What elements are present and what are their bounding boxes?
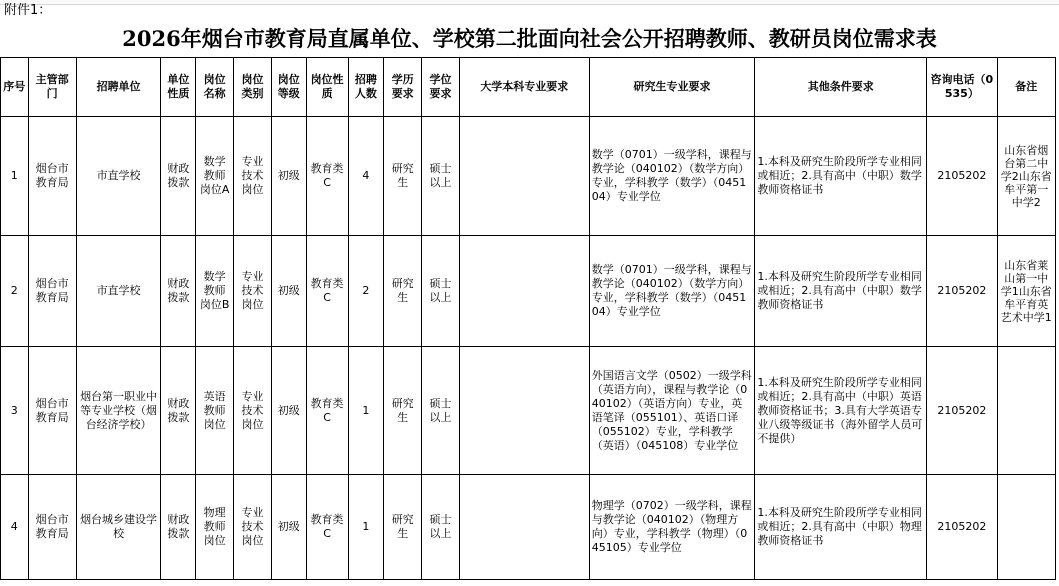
cell-category: 专业技术岗位 xyxy=(234,117,272,236)
cell-unit-type: 财政拨款 xyxy=(161,236,196,347)
cell-no: 1 xyxy=(1,117,29,236)
cell-grad: 数学（0701）一级学科，课程与教学论（040102）（数学方向）专业，学科教学（数学）（045104）专业学位 xyxy=(589,236,755,347)
cell-other: 1.本科及研究生阶段所学专业相同或相近；2.具有高中（中职）数学教师资格证书 xyxy=(755,117,927,236)
cell-nature: 教育类C xyxy=(306,236,348,347)
cell-degree: 硕士以上 xyxy=(422,347,460,475)
cell-dept: 烟台市教育局 xyxy=(28,347,76,475)
col-header: 招聘人数 xyxy=(348,58,384,117)
cell-level: 初级 xyxy=(271,117,306,236)
table-header-row xyxy=(1,58,1056,117)
cell-grad: 物理学（0702）一级学科，课程与教学论（040102）（物理方向）专业，学科教学（物理）（045105）专业学位 xyxy=(589,475,755,580)
cell-unit-type: 财政拨款 xyxy=(161,117,196,236)
cell-category: 专业技术岗位 xyxy=(234,347,272,475)
cell-unit: 烟台城乡建设学校 xyxy=(76,475,161,580)
cell-category: 专业技术岗位 xyxy=(234,236,272,347)
cell-bachelor xyxy=(459,347,589,475)
cell-count: 1 xyxy=(348,347,384,475)
col-header: 备注 xyxy=(997,58,1055,117)
cell-phone: 2105202 xyxy=(927,117,998,236)
cell-post: 数学教师岗位A xyxy=(196,117,234,236)
cell-count: 1 xyxy=(348,475,384,580)
cell-unit-type: 财政拨款 xyxy=(161,475,196,580)
job-requirements-table xyxy=(0,57,1056,580)
cell-edu: 研究生 xyxy=(384,475,422,580)
col-header: 研究生专业要求 xyxy=(589,58,755,117)
cell-unit-type: 财政拨款 xyxy=(161,347,196,475)
cell-bachelor xyxy=(459,475,589,580)
col-header: 岗位类别 xyxy=(234,58,272,117)
sheet-grid-strip xyxy=(0,0,1059,5)
attachment-label: 附件1： xyxy=(4,3,52,18)
cell-count: 4 xyxy=(348,117,384,236)
cell-bachelor xyxy=(459,117,589,236)
cell-remark xyxy=(997,475,1055,580)
cell-edu: 研究生 xyxy=(384,236,422,347)
cell-other: 1.本科及研究生阶段所学专业相同或相近；2.具有高中（中职）物理教师资格证书 xyxy=(755,475,927,580)
cell-dept: 烟台市教育局 xyxy=(28,236,76,347)
cell-grad: 数学（0701）一级学科，课程与教学论（040102）（数学方向）专业，学科教学（数学）（045104）专业学位 xyxy=(589,117,755,236)
cell-remark xyxy=(997,347,1055,475)
col-header: 大学本科专业要求 xyxy=(459,58,589,117)
cell-phone: 2105202 xyxy=(927,475,998,580)
col-header: 单位性质 xyxy=(161,58,196,117)
cell-degree: 硕士以上 xyxy=(422,236,460,347)
table-row xyxy=(1,117,1056,236)
cell-no: 4 xyxy=(1,475,29,580)
table-row xyxy=(1,475,1056,580)
cell-level: 初级 xyxy=(271,475,306,580)
cell-unit: 市直学校 xyxy=(76,117,161,236)
cell-post: 物理教师岗位 xyxy=(196,475,234,580)
cell-post: 数学教师岗位B xyxy=(196,236,234,347)
cell-remark: 山东省莱山第一中学1山东省牟平育英艺术中学1 xyxy=(997,236,1055,347)
cell-no: 3 xyxy=(1,347,29,475)
cell-level: 初级 xyxy=(271,236,306,347)
cell-post: 英语教师岗位 xyxy=(196,347,234,475)
cell-bachelor xyxy=(459,236,589,347)
col-header: 其他条件要求 xyxy=(755,58,927,117)
col-header: 招聘单位 xyxy=(76,58,161,117)
cell-unit: 市直学校 xyxy=(76,236,161,347)
col-header: 主管部门 xyxy=(28,58,76,117)
cell-dept: 烟台市教育局 xyxy=(28,117,76,236)
cell-phone: 2105202 xyxy=(927,236,998,347)
cell-count: 2 xyxy=(348,236,384,347)
page-title: 2026年烟台市教育局直属单位、学校第二批面向社会公开招聘教师、教研员岗位需求表 xyxy=(122,26,937,51)
cell-other: 1.本科及研究生阶段所学专业相同或相近；2.具有高中（中职）英语教师资格证书；3.具有大学英语专业八级等级证书（海外留学人员可不提供） xyxy=(755,347,927,475)
cell-nature: 教育类C xyxy=(306,117,348,236)
cell-phone: 2105202 xyxy=(927,347,998,475)
col-header: 学历要求 xyxy=(384,58,422,117)
col-header: 岗位等级 xyxy=(271,58,306,117)
col-header: 岗位性质 xyxy=(306,58,348,117)
table-row xyxy=(1,347,1056,475)
table-row xyxy=(1,236,1056,347)
cell-other: 1.本科及研究生阶段所学专业相同或相近；2.具有高中（中职）数学教师资格证书 xyxy=(755,236,927,347)
cell-degree: 硕士以上 xyxy=(422,117,460,236)
cell-level: 初级 xyxy=(271,347,306,475)
col-header: 学位要求 xyxy=(422,58,460,117)
cell-no: 2 xyxy=(1,236,29,347)
cell-nature: 教育类C xyxy=(306,347,348,475)
cell-nature: 教育类C xyxy=(306,475,348,580)
cell-edu: 研究生 xyxy=(384,347,422,475)
cell-category: 专业技术岗位 xyxy=(234,475,272,580)
cell-remark: 山东省烟台第二中学2山东省牟平第一中学2 xyxy=(997,117,1055,236)
cell-grad: 外国语言文学（0502）一级学科（英语方向），课程与教学论（040102）（英语方向）专业，英语笔译（055101）、英语口译（055102）专业，学科教学（英语）（045108）专业学位 xyxy=(589,347,755,475)
cell-degree: 硕士以上 xyxy=(422,475,460,580)
cell-edu: 研究生 xyxy=(384,117,422,236)
cell-dept: 烟台市教育局 xyxy=(28,475,76,580)
cell-unit: 烟台第一职业中等专业学校（烟台经济学校） xyxy=(76,347,161,475)
col-header: 序号 xyxy=(1,58,29,117)
col-header: 咨询电话（0535） xyxy=(927,58,998,117)
col-header: 岗位名称 xyxy=(196,58,234,117)
